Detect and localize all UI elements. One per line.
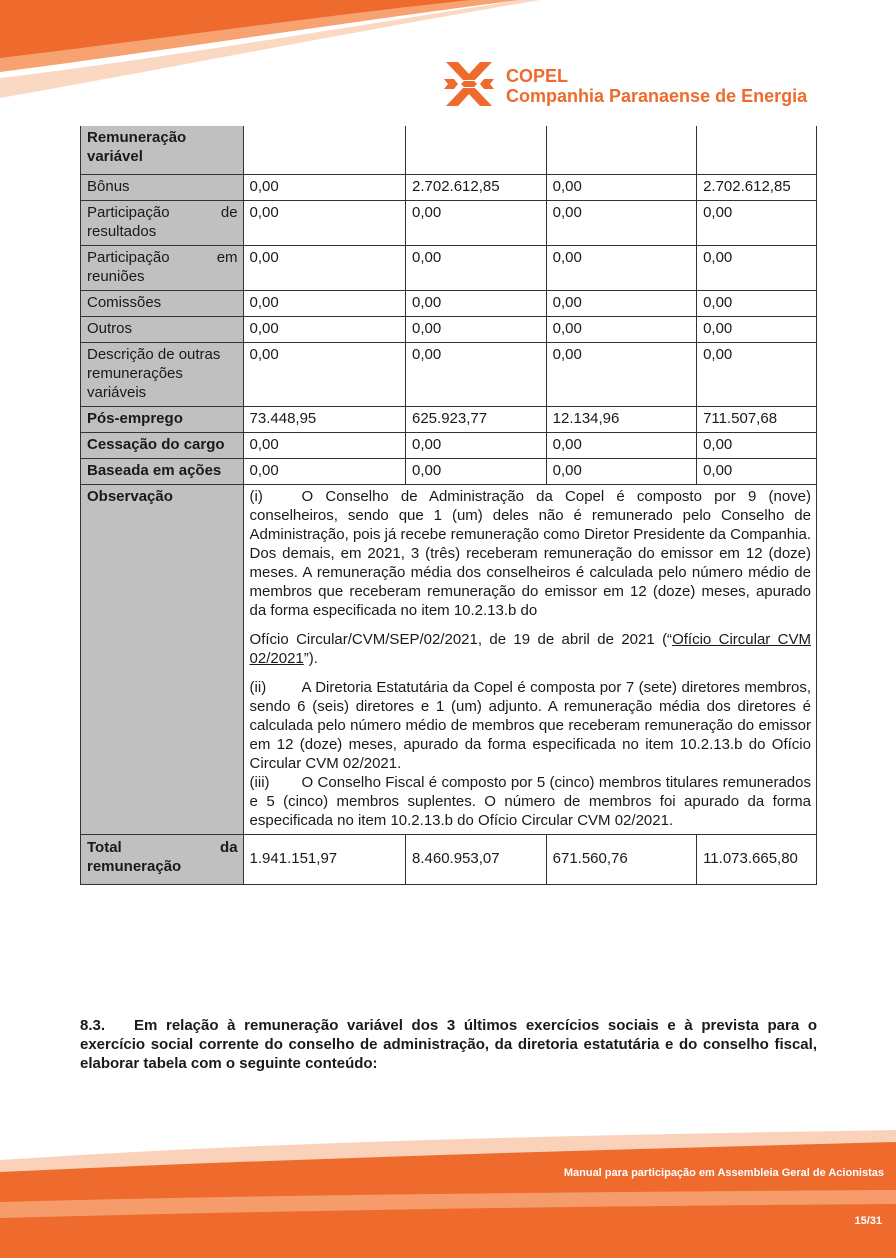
table-cell: 0,00	[697, 316, 817, 342]
table-cell: 0,00	[243, 458, 405, 484]
row-label: Participação de resultados	[81, 200, 244, 245]
footer-band	[0, 1120, 896, 1258]
table-cell: 0,00	[546, 316, 696, 342]
table-cell: 0,00	[697, 200, 817, 245]
table-cell	[243, 126, 405, 174]
observation-text-2b: ”).	[303, 649, 318, 667]
table-cell: 0,00	[406, 342, 547, 406]
observation-paragraph	[250, 678, 811, 773]
observation-row	[81, 484, 817, 834]
table-cell: 671.560,76	[546, 834, 696, 884]
table-cell: 2.702.612,85	[406, 174, 547, 200]
row-label: Pós-emprego	[81, 406, 244, 432]
table-cell: 0,00	[406, 200, 547, 245]
table-cell: 0,00	[697, 432, 817, 458]
table-row	[81, 174, 817, 200]
observation-marker: (i)	[249, 487, 263, 505]
table-cell	[546, 126, 696, 174]
observation-text	[243, 484, 816, 834]
observation-text-1: O Conselho de Administração da Copel é composto por 9 (nove) conselheiros, sendo que 1 (um) deles não é remunerado pelo Conselho de Administração, pois já recebe remuneração como Diretor Presidente da Companhia. Dos demais, em 2021, 3 (três) receberam remuneração do emissor em 12 (doze) meses. A remuneração média dos conselheiros é calculada pelo número médio de membros que receberam remuneração do emissor em 12 (doze) meses, apurado da forma especificada no item 10.2.13.b do	[249, 487, 811, 619]
observation-text-4: O Conselho Fiscal é composto por 5 (cinco) membros titulares remunerados e 5 (cinco) membros suplentes. O número de membros foi apurado da forma especificada no item 10.2.13.b do Ofício Circular CVM 02/2021.	[249, 773, 811, 829]
table-cell: 0,00	[243, 290, 405, 316]
table-cell: 0,00	[406, 290, 547, 316]
table-row	[81, 290, 817, 316]
table-cell: 625.923,77	[406, 406, 547, 432]
table-cell: 2.702.612,85	[697, 174, 817, 200]
table-cell: 0,00	[697, 458, 817, 484]
table-cell: 0,00	[406, 432, 547, 458]
table-cell: 0,00	[697, 245, 817, 290]
compensation-table	[80, 126, 817, 885]
table-cell: 711.507,68	[697, 406, 817, 432]
table-cell: 0,00	[243, 316, 405, 342]
observation-text-2a: Ofício Circular/CVM/SEP/02/2021, de 19 de abril de 2021 (“	[249, 630, 673, 648]
table-row-total	[81, 834, 817, 884]
table-cell: 0,00	[546, 174, 696, 200]
row-label: Baseada em ações	[81, 458, 244, 484]
observation-paragraph	[250, 773, 811, 830]
row-label: Participação em reuniões	[81, 245, 244, 290]
table-cell: 0,00	[406, 245, 547, 290]
table-row	[81, 342, 817, 406]
table-cell: 73.448,95	[243, 406, 405, 432]
table-cell: 1.941.151,97	[243, 834, 405, 884]
row-label: Remuneração variável	[81, 126, 244, 174]
table-row	[81, 432, 817, 458]
observation-marker: (iii)	[249, 773, 270, 791]
observation-paragraph	[250, 487, 811, 620]
table-cell: 11.073.665,80	[697, 834, 817, 884]
observation-label: Observação	[81, 484, 244, 834]
table-cell: 0,00	[406, 458, 547, 484]
row-label: Total da remuneração	[81, 834, 244, 884]
table-row	[81, 245, 817, 290]
table-cell: 0,00	[546, 290, 696, 316]
table-cell: 0,00	[546, 200, 696, 245]
page-number: 15/31	[854, 1215, 882, 1227]
table-cell: 0,00	[243, 342, 405, 406]
table-cell: 8.460.953,07	[406, 834, 547, 884]
row-label: Cessação do cargo	[81, 432, 244, 458]
copel-logo-icon	[444, 60, 494, 108]
table-row	[81, 458, 817, 484]
table-cell: 0,00	[243, 245, 405, 290]
table-row	[81, 200, 817, 245]
table-cell: 0,00	[546, 342, 696, 406]
table-cell: 0,00	[697, 342, 817, 406]
table-cell: 0,00	[243, 174, 405, 200]
table-cell: 0,00	[243, 432, 405, 458]
footer-title: Manual para participação em Assembleia Geral de Acionistas	[563, 1167, 884, 1179]
table-cell: 0,00	[243, 200, 405, 245]
copel-logo	[444, 60, 824, 110]
section-8-3	[80, 1016, 817, 1073]
table-cell	[406, 126, 547, 174]
logo-text	[506, 66, 807, 106]
observation-text-3: A Diretoria Estatutária da Copel é composta por 7 (sete) diretores membros, sendo 6 (seis) diretores e 1 (um) adjunto. A remuneração média dos diretores é calculada pelo número médio de membros que receberam remuneração do emissor em 12 (doze) meses, apurado da forma especificada no item 10.2.13.b do Ofício Circular CVM 02/2021.	[249, 678, 811, 772]
table-cell	[697, 126, 817, 174]
section-text: Em relação à remuneração variável dos 3 últimos exercícios sociais e à prevista para o exercício social corrente do conselho de administração, da diretoria estatutária e do conselho fiscal, elaborar tabela com o seguinte conteúdo:	[80, 1017, 817, 1072]
observation-marker: (ii)	[249, 678, 267, 696]
section-number: 8.3.	[80, 1017, 106, 1034]
table-row	[81, 406, 817, 432]
table-row	[81, 126, 817, 174]
row-label: Comissões	[81, 290, 244, 316]
table-row	[81, 316, 817, 342]
row-label: Outros	[81, 316, 244, 342]
table-cell: 0,00	[697, 290, 817, 316]
oficio-circular-link[interactable]: Ofício Circular CVM 02/2021	[249, 630, 811, 667]
table-cell: 12.134,96	[546, 406, 696, 432]
table-cell: 0,00	[546, 432, 696, 458]
observation-paragraph	[250, 630, 811, 668]
table-cell: 0,00	[406, 316, 547, 342]
row-label: Descrição de outras remunerações variáveis	[81, 342, 244, 406]
table-cell: 0,00	[546, 458, 696, 484]
brand-name: COPEL	[506, 66, 569, 86]
brand-full-name: Companhia Paranaense de Energia	[506, 86, 808, 106]
row-label: Bônus	[81, 174, 244, 200]
table-cell: 0,00	[546, 245, 696, 290]
